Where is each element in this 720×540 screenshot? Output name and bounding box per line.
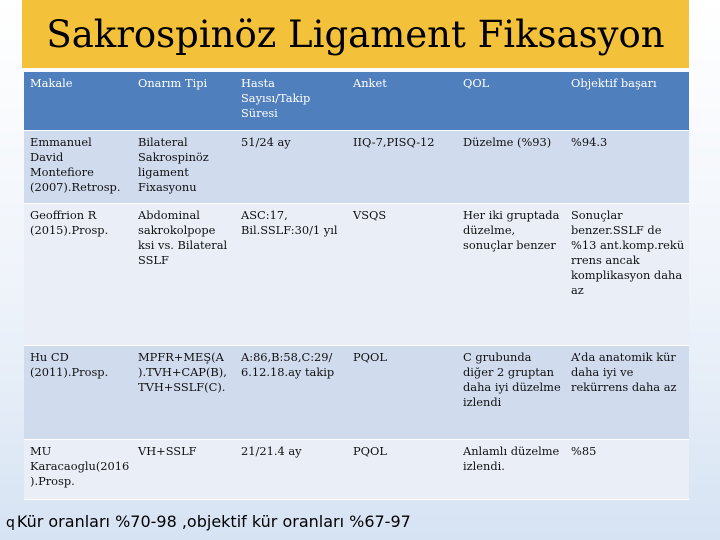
bullet-marker: q — [6, 515, 15, 531]
table-cell: Bilateral Sakrospinöz ligament Fixasyonu — [132, 130, 235, 203]
table-cell: Düzelme (%93) — [457, 130, 565, 203]
title-bar — [22, 0, 689, 68]
table-cell: Emmanuel David Montefiore (2007).Retrosp. — [24, 130, 132, 203]
table-cell: C grubunda diğer 2 gruptan daha iyi düzelme izlendi — [457, 345, 565, 439]
header-cell: Onarım Tipi — [132, 72, 235, 130]
table-header-row — [24, 72, 689, 130]
table-cell: IIQ-7,PISQ-12 — [347, 130, 457, 203]
header-cell: Hasta Sayısı/Takip Süresi — [235, 72, 347, 130]
table-cell: %94.3 — [565, 130, 689, 203]
header-cell: Objektif başarı — [565, 72, 689, 130]
table-cell: Sonuçlar benzer.SSLF de %13 ant.komp.rekü rrens ancak komplikasyon daha az — [565, 203, 689, 345]
footer-text: Kür oranları %70-98 ,objektif kür oranları %67-97 — [16, 512, 411, 531]
table-cell: Hu CD (2011).Prosp. — [24, 345, 132, 439]
results-table — [24, 72, 689, 500]
table-row — [24, 345, 689, 439]
table-cell: Geoffrion R (2015).Prosp. — [24, 203, 132, 345]
table-cell: 21/21.4 ay — [235, 439, 347, 499]
table-cell: Anlamlı düzelme izlendi. — [457, 439, 565, 499]
header-cell: Makale — [24, 72, 132, 130]
table-cell: MPFR+MEŞ(A ).TVH+CAP(B), TVH+SSLF(C). — [132, 345, 235, 439]
table-cell: VSQS — [347, 203, 457, 345]
table-row — [24, 203, 689, 345]
table-cell: A’da anatomik kür daha iyi ve rekürrens daha az — [565, 345, 689, 439]
table-cell: A:86,B:58,C:29/ 6.12.18.ay takip — [235, 345, 347, 439]
table-cell: MU Karacaoglu(2016 ).Prosp. — [24, 439, 132, 499]
table-cell: PQOL — [347, 345, 457, 439]
table-cell: Abdominal sakrokolpope ksi vs. Bilateral SSLF — [132, 203, 235, 345]
table-row — [24, 439, 689, 499]
table-cell: VH+SSLF — [132, 439, 235, 499]
table-cell: PQOL — [347, 439, 457, 499]
header-cell: Anket — [347, 72, 457, 130]
table-cell: Her iki gruptada düzelme, sonuçlar benzer — [457, 203, 565, 345]
header-cell: QOL — [457, 72, 565, 130]
table-row — [24, 130, 689, 203]
table-cell: 51/24 ay — [235, 130, 347, 203]
table-cell: %85 — [565, 439, 689, 499]
footer-note — [6, 512, 411, 531]
table-cell: ASC:17, Bil.SSLF:30/1 yıl — [235, 203, 347, 345]
slide-title: Sakrospinöz Ligament Fiksasyon — [46, 12, 665, 56]
